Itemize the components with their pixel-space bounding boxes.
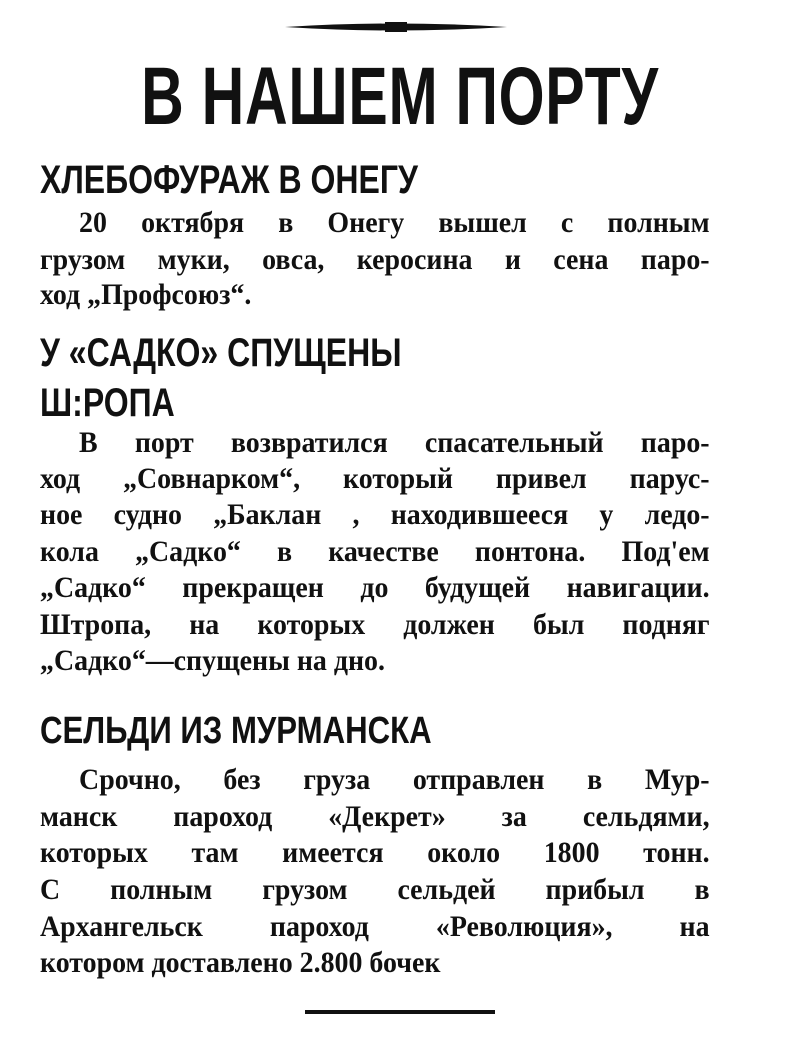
article-2-line: „Садко“—спущены на дно.: [40, 644, 385, 677]
article-1-line: ход „Профсоюз“.: [40, 278, 252, 311]
article-2-headline-line-1: У «САДКО» СПУЩЕНЫ: [40, 331, 402, 375]
article-3-line: Срочно, без груза отправлен в Мур-: [79, 763, 710, 796]
article-2-line: ход „Совнарком“, который привел парус-: [40, 462, 710, 495]
article-2-line: Штропа, на которых должен был подняг: [40, 608, 710, 641]
masthead-title: В НАШЕМ ПОРТУ: [141, 51, 659, 142]
article-1-headline: ХЛЕБОФУРАЖ В ОНЕГУ: [40, 158, 418, 202]
top-ornament-rule: [285, 22, 507, 32]
article-3-headline: СЕЛЬДИ ИЗ МУРМАНСКА: [40, 710, 432, 752]
article-3-line: Архангельск пароход «Революция», на: [40, 910, 710, 943]
article-2-headline-line-2: Ш:РОПА: [40, 381, 175, 425]
article-2-line: ное судно „Баклан , находившееся у ледо-: [40, 498, 710, 531]
bottom-rule: [305, 1010, 495, 1014]
article-2-line: „Садко“ прекращен до будущей навигации.: [40, 571, 710, 604]
article-3-line: которых там имеется около 1800 тонн.: [40, 836, 710, 869]
article-3-line: С полным грузом сельдей прибыл в: [40, 873, 710, 906]
article-3-line: котором доставлено 2.800 бочек: [40, 946, 441, 979]
article-3-line: манск пароход «Декрет» за сельдями,: [40, 800, 710, 833]
article-2-line: В порт возвратился спасательный паро-: [79, 426, 710, 459]
article-2-line: кола „Садко“ в качестве понтона. Под'ем: [40, 535, 710, 568]
article-1-line: 20 октября в Онегу вышел с полным: [79, 206, 710, 239]
article-1-line: грузом муки, овса, керосина и сена паро-: [40, 243, 710, 276]
